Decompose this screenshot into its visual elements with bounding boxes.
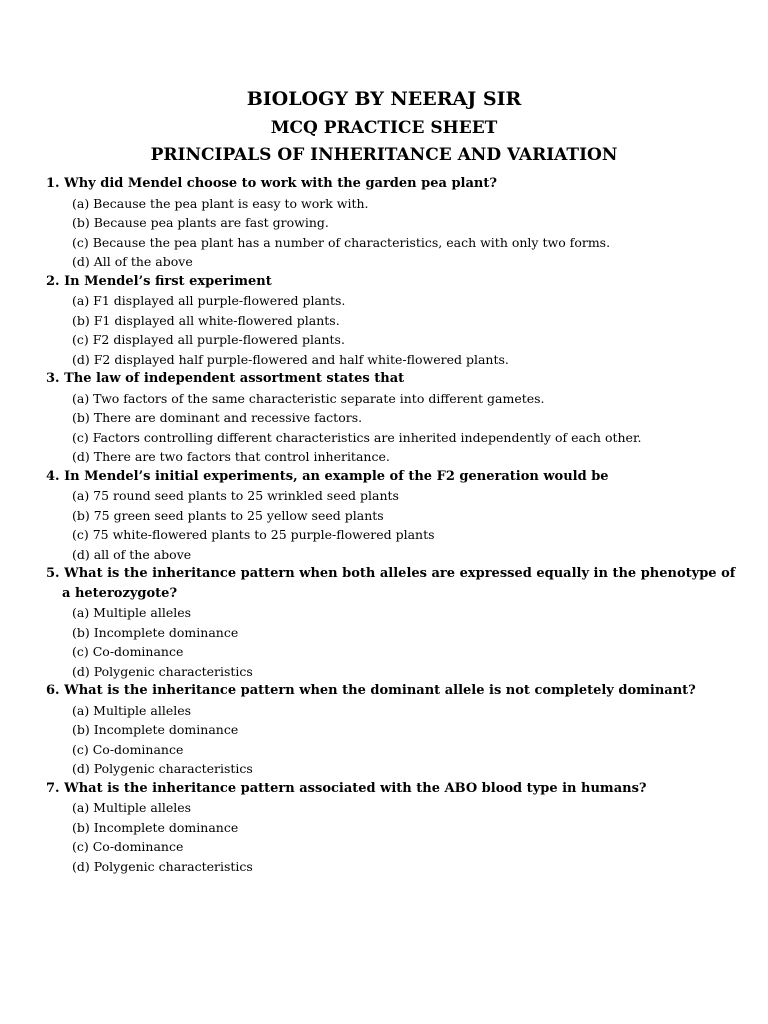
option-d: (d) All of the above	[72, 254, 193, 269]
option-d: (d) There are two factors that control inheritance.	[72, 449, 390, 464]
option-list	[46, 701, 736, 779]
option-a: (a) Multiple alleles	[72, 702, 192, 718]
question-text: 5. What is the inheritance pattern when both alleles are expressed equally in the phenotype of a heterozygote?	[46, 566, 736, 601]
question-text: 3. The law of independent assortment states that	[46, 371, 405, 386]
question-5	[46, 564, 736, 681]
option-list	[46, 194, 736, 272]
option-c: (c) Factors controlling different characteristics are inherited independently of each other.	[72, 429, 642, 445]
question-4	[46, 467, 736, 565]
option-c: (c) 75 white-flowered plants to 25 purple-flowered plants	[72, 527, 435, 542]
option-a: (a) Multiple alleles	[72, 605, 192, 620]
question-3	[46, 369, 736, 467]
question-list	[46, 174, 736, 876]
option-a: (a) F1 displayed all purple-flowered plants.	[72, 293, 346, 308]
option-d: (d) Polygenic characteristics	[72, 761, 253, 776]
option-a: (a) 75 round seed plants to 25 wrinkled seed plants	[72, 488, 399, 503]
option-b: (b) There are dominant and recessive factors.	[72, 410, 363, 425]
option-a: (a) Multiple alleles	[72, 800, 192, 815]
sheet-subtitle: MCQ PRACTICE SHEET	[270, 118, 498, 138]
option-c: (c) F2 displayed all purple-flowered plants.	[72, 332, 345, 347]
option-d: (d) F2 displayed half purple-flowered and half white-flowered plants.	[72, 351, 509, 367]
question-text: 1. Why did Mendel choose to work with the garden pea plant?	[46, 176, 497, 191]
question-text: 6. What is the inheritance pattern when the dominant allele is not completely dominant?	[46, 683, 696, 698]
option-c: (c) Co-dominance	[72, 741, 184, 757]
option-b: (b) Incomplete dominance	[72, 722, 239, 737]
question-7	[46, 779, 736, 877]
option-list	[46, 798, 736, 876]
option-b: (b) Because pea plants are fast growing.	[72, 215, 329, 230]
option-b: (b) 75 green seed plants to 25 yellow seed plants	[72, 507, 384, 523]
question-text: 2. In Mendel’s first experiment	[46, 273, 272, 289]
option-list	[46, 603, 736, 681]
option-d: (d) Polygenic characteristics	[72, 858, 253, 874]
sheet-topic: PRINCIPALS OF INHERITANCE AND VARIATION	[150, 145, 618, 165]
option-b: (b) Incomplete dominance	[72, 819, 239, 835]
option-c: (c) Co-dominance	[72, 644, 184, 659]
question-1	[46, 174, 736, 272]
option-d: (d) all of the above	[72, 546, 192, 562]
question-text: 7. What is the inheritance pattern associated with the ABO blood type in humans?	[46, 780, 647, 796]
sheet-title: BIOLOGY BY NEERAJ SIR	[246, 88, 522, 110]
option-b: (b) Incomplete dominance	[72, 624, 239, 640]
option-a: (a) Because the pea plant is easy to work with.	[72, 195, 369, 211]
option-list	[46, 486, 736, 564]
option-a: (a) Two factors of the same characteristic separate into different gametes.	[72, 390, 545, 406]
question-6	[46, 681, 736, 779]
option-list	[46, 389, 736, 467]
question-2	[46, 272, 736, 370]
option-list	[46, 291, 736, 369]
option-d: (d) Polygenic characteristics	[72, 663, 253, 679]
option-c: (c) Co-dominance	[72, 839, 184, 854]
option-c: (c) Because the pea plant has a number of characteristics, each with only two forms.	[72, 234, 611, 250]
question-text: 4. In Mendel’s initial experiments, an example of the F2 generation would be	[46, 468, 609, 484]
option-b: (b) F1 displayed all white-flowered plants.	[72, 312, 340, 328]
